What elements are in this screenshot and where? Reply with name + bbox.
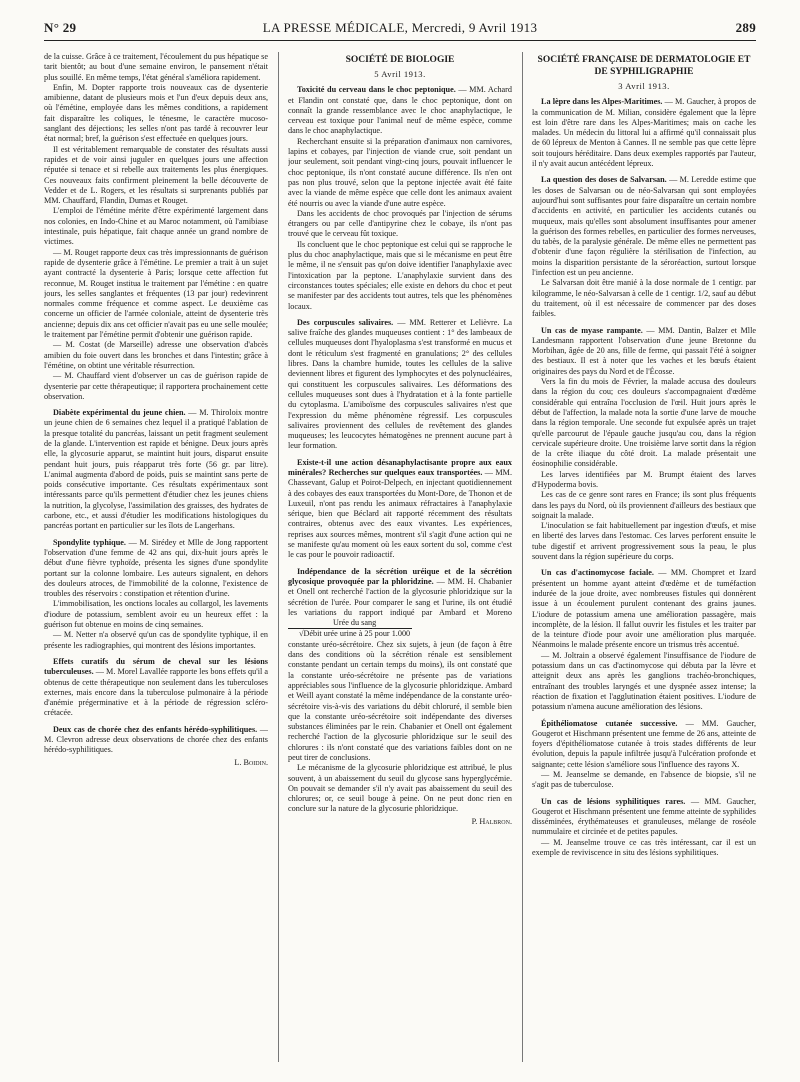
paragraph: — M. Costat (de Marseille) adresse une observation d'abcès amibien du foie ouvert dans les bronches et dans l'intestin; grâce à l'émétine, on obtint une véritable résurrection.: [44, 340, 268, 370]
column-divider: [278, 52, 279, 1062]
column-2: [288, 52, 512, 1072]
formula-denominator: √Débit urée urine à 25 pour 1.000: [288, 628, 412, 639]
paragraph: Dans les accidents de choc provoqués par l'injection de sérums étrangers ou par celle d'antipyrine chez le cobaye, ils n'ont pas trouvé que le cerveau fût toxique.: [288, 208, 512, 239]
article: [532, 97, 756, 169]
journal-title: LA PRESSE MÉDICALE, Mercredi, 9 Avril 1913: [262, 20, 538, 35]
article-text: — M. Morel Lavallée rapporte les bons effets qu'il a obtenus de cette thérapeutique non seulement dans les tuberculoses externes, mais encore dans la tuberculose pulmonaire à la période d'anémie prégerminative et à la période de régression scléro-crétacée.: [44, 667, 268, 718]
paragraph: L'immobilisation, les onctions locales au collargol, les lavements d'iodure de potassium, semblent avoir eu un heureux effet : la guérison fut obtenue en moins de cinq semaines.: [44, 599, 268, 630]
column-3: [532, 52, 756, 1072]
article-heading: La question des doses de Salvarsan.: [541, 175, 667, 185]
article: [532, 568, 756, 650]
article-text: — MM. Gaucher, Gougerot et Hischmann présentent une femme de 26 ans, atteinte de foyers d'épithéliomatose cutanée à trois stades différents de leur évolution, depuis la papule infiltrée jusqu'à l'ulcération profonde et saignante; cette lésion s'améliore sous l'influence des rayons X.: [532, 718, 756, 769]
paragraph: — M. Netter n'a observé qu'un cas de spondylite typhique, il en présente les radiographies, qui montrent des lésions importantes.: [44, 630, 268, 650]
paragraph: — M. Jeanselme trouve ce cas très intéressant, car il est un exemple de reviviscence in situ des lésions syphilitiques.: [532, 837, 756, 858]
article-text: — MM. Chassevant, Galup et Poirot-Delpech, en injectant quotidiennement à des cobayes des eaux transportées du Mont-Dore, de Thonon et de Luxeuil, n'ont pas rendu les animaux réfractaires à l'anaphylaxie sérique, bien que Béclard ait rapporté récemment des résultats contraires, obtenus avec des eaux vivantes. Les expériences, reprises aux sources mêmes, montrent s'il s'agit d'une action qui ne se manifeste qu'au moment où les eaux sortent du sol, comme c'est le cas pour le pouvoir radioactif.: [288, 467, 512, 560]
article-columns: [44, 52, 756, 1072]
paragraph: — M. Rouget rapporte deux cas très impressionnants de guérison rapide de dysenterie grâce à l'émétine. Le premier a trait à un sujet ayant contracté la dysenterie à Paris; lorsque cette affection fut reconnue, M. Rouget institua le traitement par l'émétine : en quatre jours, les selles sanglantes et fréquentes (13 par jour) redevinrent normales comme fréquence et comme aspect. Le deuxième cas concerne un officier de l'armée coloniale, atteint de dysenterie très ancienne; depuis dix ans cet officier n'avait pas eu une selle moulée; le traitement par l'émétine permit d'obtenir une guérison rapide.: [44, 247, 268, 340]
article-text: — M. Clevron adresse deux observations de chorée chez des enfants hérédo-syphilitiques.: [44, 724, 268, 755]
article: [44, 408, 268, 532]
issue-number: N° 29: [44, 20, 77, 35]
article: [44, 725, 268, 756]
article-heading: Effets curatifs du sérum de cheval sur les lésions tuberculeuses.: [44, 656, 268, 677]
article: [288, 458, 512, 561]
article-text: — M. Gaucher, à propos de la communication de M. Milian, considère également que la lèpre est loin d'être rare dans les Alpes-Maritimes; mais on cache les malades. Un médecin du littoral lui a affirmé qu'il connaissait plus de 60 lépreux de Menton à Cannes. Il ne semble pas que cette lèpre soit toujours héréditaire. Dans deux exemples rapportés par l'auteur, il n'y avait aucun antécédent lépreux.: [532, 97, 756, 169]
article: [532, 175, 756, 278]
paragraph: Le mécanisme de la glycosurie phloridzique est attribué, le plus souvent, à un abaissement du seuil du glycose sans hyperglycémie. On pouvait se demander s'il n'y avait pas abaissement du seuil des chlorures; or, ce seuil bouge à peine. On ne peut donc rien en conclure sur la nature de la glycosurie phloridzique.: [288, 763, 512, 814]
article-heading: Indépendance de la sécrétion uréique et de la sécrétion glycosique provoquée par la phloridzine.: [288, 566, 512, 586]
article-heading: La lèpre dans les Alpes-Maritimes.: [541, 97, 663, 107]
article-heading: Diabète expérimental du jeune chien.: [53, 408, 186, 418]
article: [532, 797, 756, 838]
section-date: 3 Avril 1913.: [618, 81, 670, 91]
article-heading: Deux cas de chorée chez des enfants hérédo-syphilitiques.: [53, 724, 258, 734]
article-heading: Existe-t-il une action désanaphylactisante propre aux eaux minérales? Recherches sur quelques eaux transportées.: [288, 457, 512, 477]
section-date: 5 Avril 1913.: [374, 69, 426, 79]
article: [532, 719, 756, 770]
paragraph: Enfin, M. Dopter rapporte trois nouveaux cas de dysenterie amibienne, datant de plusieurs mois et l'un d'eux depuis deux ans, où l'émétine, employée dans les mêmes conditions, a rapidement fait disparaître les coliques, le ténesme, le caractère mucoso-sanglant des déjections; les selles n'ont pas tardé à recouvrer leur état normal; bref, la guérison s'est effectuée en quelques jours.: [44, 82, 268, 144]
paragraph: L'inoculation se fait habituellement par ingestion d'œufs, et mise en liberté des larves dans l'estomac. Ces larves perforent ensuite le tube digestif et arrivent progressivement sous la peau, le plus souvent dans la région supérieure du corps.: [532, 521, 756, 562]
article: [44, 538, 268, 600]
signature: P. Halbron.: [471, 816, 512, 826]
article: [44, 657, 268, 719]
paragraph: Vers la fin du mois de Février, la malade accusa des douleurs dans la région du cou; ces douleurs s'accompagnaient d'œdème considérable qui entraîna l'occlusion de l'œil. Huit jours après le début de l'affection, la malade nota la sortie d'une larve de mouche dans la région temporale. Une seconde fut expulsée après un trajet qu'elle parcourut de l'épaule gauche jusqu'au cou, dans la région cervicale supérieure droite. Une troisième larve sortit dans la région de la crête iliaque du côté droit. La malade présentait une éosinophilie considérable.: [532, 377, 756, 469]
article-text: — MM. Gaucher, Gougerot et Hischmann présentent une femme atteinte de syphilides disséminées, érythémateuses et granuleuses, mélange de roséole nummulaire et circinée et de petites papules.: [532, 796, 756, 837]
article-heading: Un cas de lésions syphilitiques rares.: [541, 796, 686, 806]
article-text: — M. Sirédey et Mlle de Jong rapportent l'observation d'une femme de 42 ans qui, dix-huit jours après le début d'une fièvre typhoïde, présenta les signes d'une spondylite portant sur la colonne lombaire. Les auteurs signalent, en dehors des douleurs atroces, de l'immobilité de la colonne, l'existence de troubles des réservoirs : constipation et rétention d'urine.: [44, 537, 268, 599]
column-divider: [522, 52, 523, 1062]
paragraph: Recherchant ensuite si la préparation d'animaux non carnivores, lapins et cobayes, par l'injection de viande crue, soit pendant un jour seulement, soit pendant vingt-cinq jours, pouvait influencer le choc peptonique, ils n'ont constaté aucune différence. Ils n'en ont pas non plus trouvé, selon que la peptone injectée avait été faite avec la viande de même espèce que celle dont les animaux avaient été nourris ou avec la viande d'une autre espèce.: [288, 136, 512, 208]
column-1: [44, 52, 268, 1072]
paragraph: Les larves identifiées par M. Brumpt étaient des larves d'Hypoderma bovis.: [532, 469, 756, 489]
article-heading: Spondylite typhique.: [53, 537, 126, 547]
article-text: — M. Thiroloix montre un jeune chien de 6 semaines chez lequel il a pratiqué l'ablation de la presque totalité du pancréas, laissant un petit fragment seulement de la glande. L'intervention est rapide et bénigne. Deux jours après elle, la glycosurie apparut, se maintint huit jours, disparut ensuite pendant huit jours, puis réapparut très forte (56 gr. par litre). L'animal augmenta d'abord de poids, puis se maintint sans perte de poids consécutive importante. Ces résultats expérimentaux sont intéressants parce qu'ils permettent d'étudier chez les jeunes chiens la nutrition, la glycolyse, l'assimilation des graisses, des hydrates de carbone, etc., et aussi d'étudier les modifications histologiques du pancréas portant en particulier sur les îlots de Langerhans.: [44, 408, 268, 531]
article: [288, 85, 512, 136]
paragraph: Les cas de ce genre sont rares en France; ils sont plus fréquents dans les pays du Nord, où ils proviennent d'ailleurs des bestiaux que soignait la malade.: [532, 490, 756, 520]
article-text: — MM. H. Chabanier et Onell ont recherché l'action de la glycosurie phloridzique sur la sécrétion de l'urée. Pour comparer le sang et l'urine, ils ont étudié les variations du rapport indiqué par Ambard et Moreno: [288, 576, 512, 617]
article-text: — M. Leredde estime que les doses de Salvarsan ou de néo-Salvarsan qui sont employées aujourd'hui sont suffisantes pour faire disparaître un certain nombre d'accidents en activité, en particulier les accidents cutanés ou muqueux, mais qu'elles sont absolument insuffisantes pour amener la guérison des formes rebelles, en particulier des formes nerveuses, du tabès, de la paralysie générale. De même elles ne permettent pas d'obtenir d'une façon régulière la stérilisation de l'infection, au moins la disparition persistante de la séroréaction, surtout lorsque l'infection est un peu ancienne.: [532, 175, 756, 278]
article-text: — MM. Achard et Flandin ont constaté que, dans le choc peptonique, dont on connaît la grande ressemblance avec le choc anaphylactique, le cerveau est toxique pour l'animal neuf de même espèce, comme dans le choc anaphylactique.: [288, 85, 512, 136]
article-heading: Un cas de myase rampante.: [541, 325, 643, 335]
article: [532, 326, 756, 377]
paragraph: — M. Jeanselme se demande, en l'absence de biopsie, s'il ne s'agit pas de tuberculose.: [532, 770, 756, 790]
article-heading: Toxicité du cerveau dans le choc peptonique.: [297, 85, 456, 95]
paragraph: de la cuisse. Grâce à ce traitement, l'écoulement du pus hépatique se tarit bientôt; au bout d'une semaine environ, le pansement n'était plus souillé. En même temps, l'état général s'améliora rapidement.: [44, 52, 268, 82]
article-text: — MM. Retterer et Lelièvre. La salive fraîche des glandes muqueuses contient : 1° des lambeaux de cellules muqueuses dont l'hyaloplasma s'est transformé en mucus et dont le réticulum s'est fragmenté en granulations; 2° des cellules libres. Dans la chambre humide, toutes les cellules de la salive deviennent libres et figurent des lymphocytes et des polynucléaires, qui constituent les corpuscules salivaires. Les déformations des cellules muqueuses sont dues à l'hydratation et à la fonte partielle du cytoplasma. L'amiboïsme des corpuscules salivaires n'est que l'expression du même phénomène régressif. Les corpuscules salivaires proviennent des cellules de revêtement des glandes muqueuses; les leucocytes hématogènes ne prennent aucune part à leur formation.: [288, 317, 512, 451]
section-title: SOCIÉTÉ FRANÇAISE DE DERMATOLOGIE ET DE SYPHILIGRAPHIE: [537, 55, 751, 77]
article-heading: Des corpuscules salivaires.: [297, 317, 394, 327]
paragraph: Ils concluent que le choc peptonique est celui qui se rapproche le plus du choc anaphylactique, mais que si le mécanisme en peut être le même, il ne s'ensuit pas qu'on doive identifier l'anaphylaxie avec l'intoxication par la peptone. L'anaphylaxie survient dans des circonstances toutes spéciales; elle existe en dehors du choc et peut se manifester par des accidents tout autres, tels que les phénomènes locaux.: [288, 239, 512, 311]
signature: L. Boidin.: [234, 757, 268, 767]
article-heading: Épithéliomatose cutanée successive.: [541, 718, 678, 728]
article-heading: Un cas d'actinomycose faciale.: [541, 568, 654, 578]
paragraph: — M. Chauffard vient d'observer un cas de guérison rapide de dysenterie par cette thérapeutique; il rapportera prochainement cette observation.: [44, 371, 268, 401]
paragraph: — M. Joltrain a observé également l'insuffisance de l'iodure de potassium dans un cas d'actinomycose qui débuta par la lèvre et atteignit deux ans après les ganglions trachéo-bronchiques, entraînant des troubles laryngés et une dyspnée assez intense; la réaction de fixation et l'agglutination étaient positives. L'iodure de potassium n'amena aucune amélioration des lésions.: [532, 650, 756, 712]
article-text: — MM. Chompret et Izard présentent un homme ayant atteint d'œdème et de tuméfaction indurée de la joue droite, avec nombreuses fistules qui donnèrent issue à un écoulement purulent contenant des grains jaunes. L'iodure de potassium amena une amélioration passagère, mais incomplète, de la lésion. Il fallut ouvrir les fistules et les traiter par de la teinture d'iode pour avoir une amélioration plus marquée. Néanmoins le malade présente encore un trismus très accentué.: [532, 568, 756, 650]
paragraph: L'emploi de l'émétine mérite d'être expérimenté largement dans nos colonies, en Indo-Chine et au Maroc notamment, où l'amibiase intestinale, puis hépatique, fait chaque année un grand nombre de victimes.: [44, 206, 268, 247]
page-number: 289: [735, 20, 756, 35]
section-title: SOCIÉTÉ DE BIOLOGIE: [345, 55, 455, 65]
formula-numerator: Urée du sang: [332, 618, 377, 628]
page-header: [44, 18, 756, 41]
paragraph: Il est véritablement remarquable de constater des résultats aussi rapides et de voir ainsi juguler en quelques jours une affection réputée si tenace et si rebelle aux traitements les plus énergiques. Ces nouveaux faits confirment pleinement la belle découverte de Vedder et de L. Rogers, et les résultats si surprenants publiés par MM. Chauffard, Flandin, Dumas et Rouget.: [44, 144, 268, 206]
article: [288, 567, 512, 640]
article-text: — MM. Dantin, Balzer et Mlle Landesmann rapportent l'observation d'une jeune Bretonne du Morbihan, âgée de 20 ans, fille de ferme, qui passait l'été à soigner des bestiaux. Il est à noter que les vaches et les bœufs étaient originaires des pays du Nord et de l'Écosse.: [532, 325, 756, 376]
paragraph: Le Salvarsan doit être manié à la dose normale de 1 centigr. par kilogramme, le néo-Salvarsan à celle de 1 centigr. 1/2, sauf au début du traitement, où il est nécessaire de commencer par des doses faibles.: [532, 278, 756, 319]
article: [288, 318, 512, 452]
paragraph: constante uréo-sécrétoire. Chez six sujets, à jeun (de façon à être dans des conditions où la sécrétion rénale est sensiblement constante pendant un certain temps du moins), ils ont constaté que la constante uréo-sécrétoire ne présente pas de variations appréciables sous l'influence de la glycosurie phloridzique. Ambard et Weill ayant constaté la même indépendance de la constante uréo-sécrétoire vis-à-vis des variations du débit chloruré, il semble bien que la constante uréo-sécrétoire soit indépendante des diverses substances éliminées par le rein. Chabanier et Onell ont également recherché l'action de la glycosurie phloridzique sur le seuil des chlorures : ils n'ont constaté que des variations faibles dont on ne peut tirer de conclusions.: [288, 639, 512, 762]
